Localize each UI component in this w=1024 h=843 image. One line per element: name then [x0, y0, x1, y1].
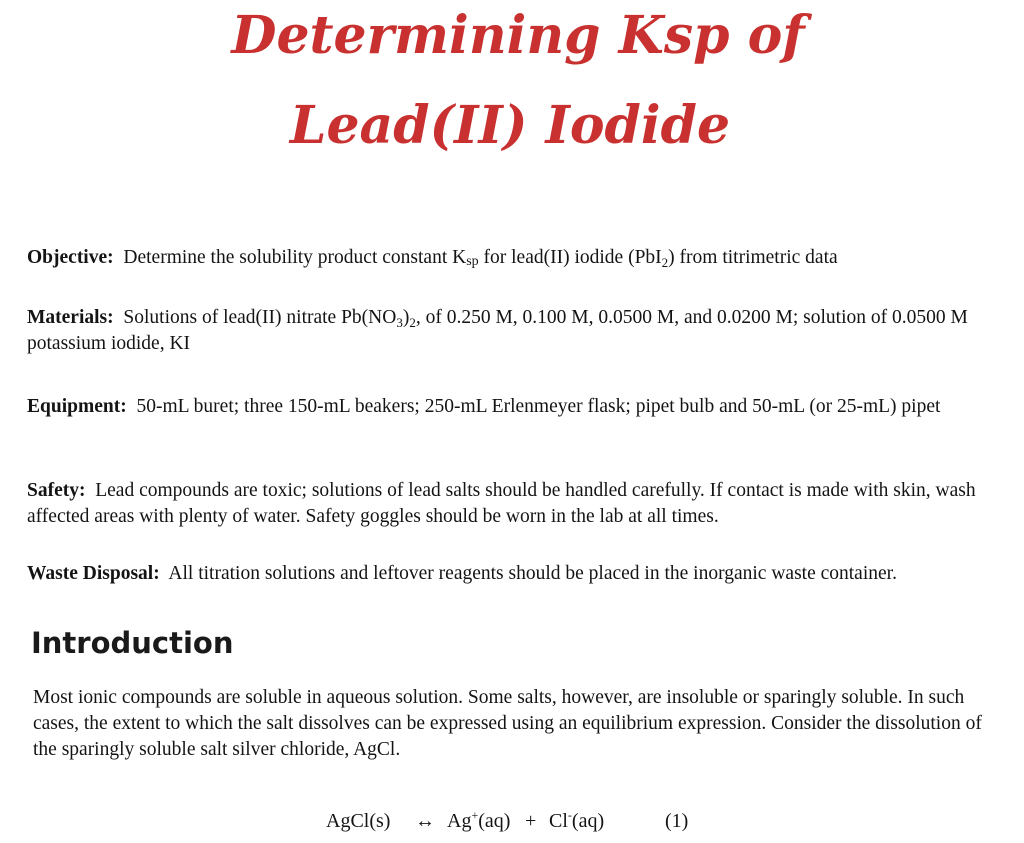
silver-ion-state: (aq) [478, 810, 511, 832]
materials-section [27, 305, 1002, 357]
introduction-paragraph: Most ionic compounds are soluble in aqueous solution. Some salts, however, are insoluble or sparingly soluble. In such cases, the extent to which the salt dissolves can be expressed using an equilibrium expression. Consider the dissolution of the sparingly soluble salt silver chloride, AgCl. [33, 687, 982, 760]
equation-chloride-ion [549, 808, 604, 834]
chloride-ion-symbol: Cl [549, 810, 568, 832]
equipment-section [27, 394, 1002, 420]
materials-text-a: Solutions of lead(II) nitrate Pb(NO [123, 307, 397, 328]
document-title-line-2: Lead(II) Iodide [289, 95, 731, 156]
safety-label: Safety: [27, 480, 86, 501]
chloride-ion-state: (aq) [571, 810, 605, 832]
objective-label: Objective: [27, 247, 114, 268]
waste-disposal-label: Waste Disposal: [27, 563, 160, 584]
chloride-ion-charge: - [567, 808, 572, 822]
equation-number: (1) [665, 810, 689, 832]
safety-text: Lead compounds are toxic; solutions of lead salts should be handled carefully. If contact is made with skin, wash affected areas with plenty of water. Safety goggles should be worn in the lab at all times. [27, 480, 976, 527]
silver-ion-charge: + [471, 808, 479, 822]
introduction-heading: Introduction [31, 626, 234, 660]
waste-disposal-text: All titration solutions and leftover reagents should be placed in the inorganic waste container. [168, 563, 897, 584]
objective-text-b: for lead(II) iodide (PbI [478, 247, 662, 268]
objective-text-a: Determine the solubility product constant K [123, 247, 467, 268]
objective-ksp-subscript: sp [466, 254, 479, 269]
safety-section [27, 478, 1002, 530]
objective-section [27, 245, 1002, 271]
equation-reactant: AgCl(s) [326, 810, 391, 832]
materials-subscript-3: 3 [396, 315, 403, 330]
equipment-text: 50-mL buret; three 150-mL beakers; 250-mL Erlenmeyer flask; pipet bulb and 50-mL (or 25-mL) pipet [136, 396, 941, 417]
waste-disposal-section [27, 561, 1002, 587]
materials-text-b: ) [402, 307, 410, 328]
equation-plus-sign: + [525, 810, 537, 832]
materials-subscript-2: 2 [409, 315, 416, 330]
equation-silver-ion [447, 808, 510, 834]
objective-subscript-2: 2 [661, 255, 669, 270]
materials-label: Materials: [27, 307, 114, 328]
equipment-label: Equipment: [27, 396, 127, 417]
materials-text-c: , of 0.250 M, 0.100 M, 0.0500 M, and 0.0200 M; solution of 0.0500 M potassium iodide, KI [27, 307, 968, 354]
silver-ion-symbol: Ag [447, 810, 472, 832]
equilibrium-arrow: ↔ [415, 810, 435, 832]
objective-text-c: ) from titrimetric data [668, 247, 838, 268]
document-title-line-1: Determining Ksp of [231, 5, 805, 66]
